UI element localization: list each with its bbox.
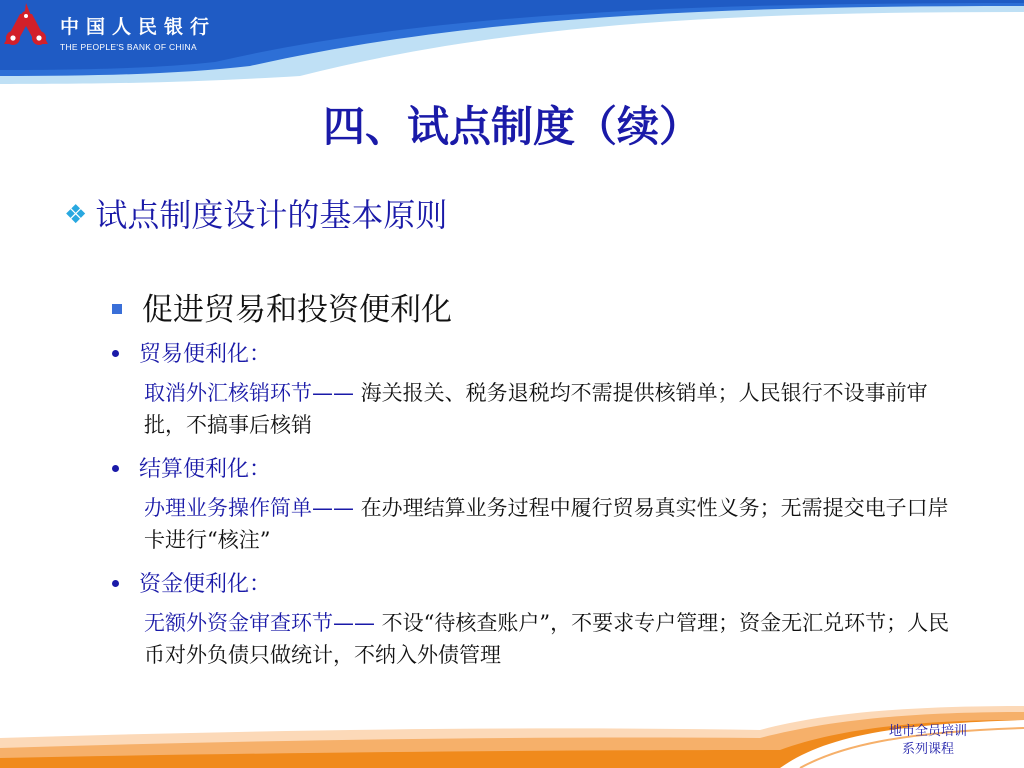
level1-text: 试点制度设计的基本原则 <box>95 196 448 234</box>
item-label <box>112 569 972 601</box>
item-text: 海关报关、税务退税均不需提供核销单；人民银行不设事前审批，不搞事后核销 <box>144 381 928 437</box>
item-label <box>112 339 972 371</box>
level2-bullet <box>112 284 452 329</box>
dot-bullet-icon <box>112 465 119 472</box>
item-lead: 取消外汇核销环节—— <box>144 381 354 405</box>
slide-header <box>0 0 1024 90</box>
item-body <box>144 607 964 671</box>
bank-name-en: THE PEOPLE'S BANK OF CHINA <box>60 42 197 52</box>
dot-bullet-icon <box>112 580 119 587</box>
square-bullet-icon <box>112 304 122 314</box>
item-body <box>144 377 964 441</box>
bank-name-cn: 中国人民银行 <box>60 16 217 38</box>
level2-text: 促进贸易和投资便利化 <box>142 292 452 328</box>
level1-bullet <box>64 190 447 236</box>
item-lead: 办理业务操作简单—— <box>144 496 354 520</box>
footer-course-label <box>868 723 988 759</box>
list-item <box>112 339 972 441</box>
item-text: 在办理结算业务过程中履行贸易真实性义务；无需提交电子口岸卡进行“核注” <box>144 496 949 552</box>
list-item <box>112 454 972 556</box>
item-body <box>144 492 964 556</box>
item-text: 不设“待核查账户”，不要求专户管理；资金无汇兑环节；人民币对外负债只做统计，不纳入外债管理 <box>144 611 950 667</box>
dot-bullet-icon <box>112 350 119 357</box>
footer-line1: 地市全员培训 <box>888 724 967 739</box>
item-label-text: 资金便利化： <box>139 572 272 597</box>
item-label <box>112 454 972 486</box>
footer-line2: 系列课程 <box>901 742 954 757</box>
slide-title: 四、试点制度（续） <box>322 102 701 151</box>
pboc-logo-icon <box>0 0 52 50</box>
item-label-text: 贸易便利化： <box>139 342 272 367</box>
diamond-bullet-icon: ❖ <box>64 200 88 230</box>
list-item <box>112 569 972 671</box>
item-label-text: 结算便利化： <box>139 457 272 482</box>
item-lead: 无额外资金审查环节—— <box>144 611 375 635</box>
